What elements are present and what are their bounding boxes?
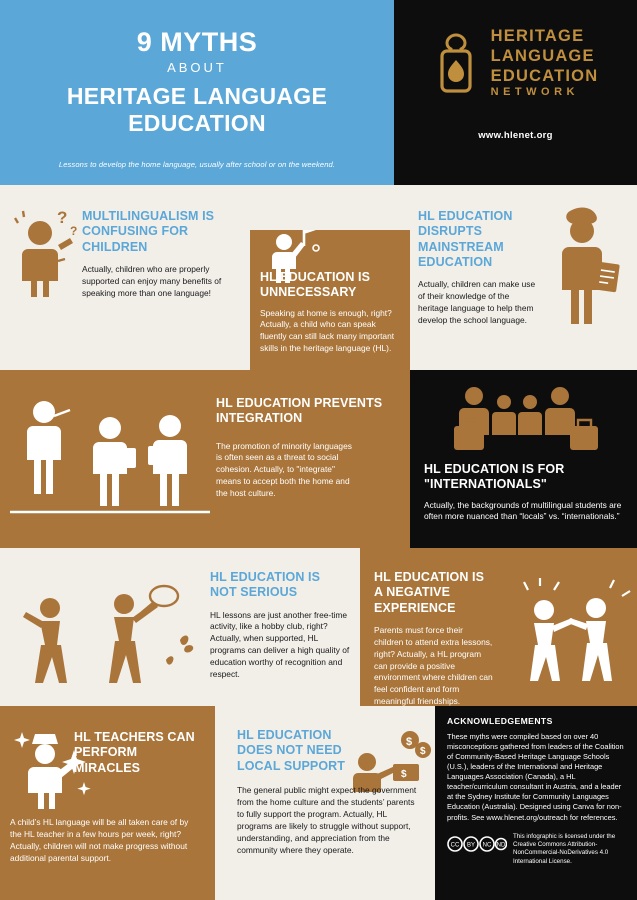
- myth-heading: [216, 396, 394, 427]
- myth-body: Actually, the backgrounds of multilingual students are often more nuanced than “locals” vs. “internationals.”: [424, 499, 622, 522]
- svg-text:$: $: [420, 746, 426, 757]
- myth-body: The promotion of minority languages is often seen as a threat to social cohesion. Actually, to "integrate" means to accept both the home and the host culture.: [216, 440, 352, 499]
- myth-heading-part1: MULTILINGUALISM IS: [82, 209, 215, 223]
- svg-text:?: ?: [70, 224, 78, 238]
- myth-card-multilingualism-confusing: [0, 185, 250, 370]
- header: [0, 0, 637, 185]
- myth-heading: [82, 209, 240, 255]
- myth-heading-part2: FOR CHILDREN: [82, 224, 189, 254]
- myth-heading-emphasis: CONFUSING: [82, 224, 158, 239]
- myth-heading-part1: HL EDUCATION IS: [260, 270, 371, 284]
- brand-logo: [433, 26, 599, 100]
- myth-card-hl-no-local-support: [215, 706, 435, 900]
- myth-heading: [210, 570, 350, 601]
- myth-heading-emphasis: MIRACLES: [74, 760, 141, 775]
- myth-heading-part1: HL EDUCATION IS FOR: [424, 462, 565, 476]
- acknowledgements-body: These myths were compiled based on over 40 misconceptions gathered from leaders of the Coalition of Community-Based Heritage Language Schools (U.S.), leaders of the International and Heritage Languages Association (Canada), a HL teacher/curriculum consultant in Austria, and a leader at the Sydney Institute for Community Languages Education (Australia). Designed using Canva for non-profits. See www.hlenet.org/outreach for references.: [447, 732, 624, 822]
- svg-text:ND: ND: [496, 842, 506, 849]
- myth-heading-emphasis: "INTERNATIONALS": [424, 477, 547, 492]
- acknowledgements-title: ACKNOWLEDGEMENTS: [447, 716, 553, 726]
- lantern-icon: [433, 32, 479, 94]
- myth-heading: [237, 728, 357, 774]
- svg-text:NC: NC: [482, 842, 492, 849]
- myth-body: HL lessons are just another free-time activity, like a hobby club, right? Actually, when supported, HL programs can deliver a high quality of education worthy of recognition and respect.: [210, 609, 350, 680]
- student-with-book-icon: [542, 197, 628, 337]
- myth-heading-part1: HL TEACHERS CAN PERFORM: [74, 730, 195, 760]
- myth-heading: [74, 730, 204, 776]
- myth-heading-part1: HL EDUCATION IS: [210, 570, 321, 584]
- myth-heading-part1: HL EDUCATION DOES NOT NEED: [237, 728, 342, 758]
- svg-text:CC: CC: [450, 842, 460, 849]
- myth-heading-emphasis: DISRUPTS MAINSTREAM: [418, 224, 504, 254]
- myth-body: Actually, children who are properly supported can enjoy many benefits of speaking more than one language!: [82, 263, 222, 298]
- brand-line-4: NETWORK: [490, 86, 579, 99]
- svg-text:$: $: [406, 736, 413, 748]
- myth-card-hl-prevents-integration: [0, 370, 410, 548]
- myth-body: The general public might expect the government from the home culture and the students’ parents to fully support the program. Actually, HL programs are likely to struggle without support, understanding, and appreciation from the community where they operate.: [237, 785, 417, 855]
- acknowledgements-panel: [435, 706, 637, 900]
- svg-text:?: ?: [57, 208, 68, 227]
- myth-heading-part1: HL EDUCATION: [418, 209, 513, 223]
- myth-heading: [260, 270, 402, 301]
- myth-heading-emphasis: UNNECESSARY: [260, 285, 357, 300]
- family-with-luggage-icon: [452, 380, 602, 458]
- header-myths-count: 9 MYTHS: [136, 27, 258, 57]
- brand-logo-text: [491, 26, 599, 100]
- confused-child-icon: [14, 205, 76, 300]
- myth-heading-emphasis: NEGATIVE EXPERIENCE: [374, 585, 456, 615]
- header-subtitle: Lessons to develop the home language, usually after school or on the weekend.: [58, 159, 336, 169]
- myth-body: Speaking at home is enough, right? Actually, a child who can speak fluently can still lack many important skills in the heritage language (HL).: [260, 307, 395, 354]
- myth-card-hl-not-serious: [0, 548, 360, 706]
- myth-card-hl-teachers-miracles: [0, 706, 215, 900]
- myth-heading-part1: HL EDUCATION IS A: [374, 570, 485, 600]
- header-about-label: ABOUT: [167, 60, 227, 76]
- myth-heading-emphasis: NOT SERIOUS: [210, 585, 298, 600]
- cc-by-nc-nd-icon: [447, 833, 507, 855]
- myth-body: Actually, children can make use of their knowledge of the heritage language to help them develop the school language.: [418, 279, 536, 325]
- myth-card-hl-negative-experience: [360, 548, 637, 706]
- svg-text:BY: BY: [466, 842, 476, 849]
- myth-heading: [418, 209, 538, 270]
- myth-heading: [424, 462, 624, 493]
- myth-heading-part2: EDUCATION: [418, 254, 493, 269]
- brand-line-1: HERITAGE: [490, 27, 585, 45]
- myth-heading-emphasis: INTEGRATION: [216, 411, 303, 426]
- brand-line-2: LANGUAGE: [490, 47, 595, 66]
- myth-card-hl-unnecessary: [250, 230, 410, 370]
- brand-line-3: EDUCATION: [490, 67, 599, 86]
- header-logo-panel: [394, 0, 637, 185]
- myth-heading: [374, 570, 494, 616]
- myth-body: A child’s HL language will be all taken care of by the HL teacher in a few hours per week, right? Actually, children will not make progress without additional parental support.: [10, 817, 189, 863]
- children-walking-icon: [10, 386, 210, 536]
- header-title-panel: [0, 0, 394, 185]
- brand-website-url[interactable]: www.hlenet.org: [478, 129, 553, 141]
- page-title: HERITAGE LANGUAGE EDUCATION: [66, 83, 328, 137]
- myth-heading-emphasis: LOCAL SUPPORT: [237, 758, 346, 773]
- kids-butterfly-net-icon: [14, 582, 204, 692]
- myth-body: Parents must force their children to attend extra lessons, right? Actually, a HL program can provide a positive environment where children can feel confident and form meaningful friendships.: [374, 624, 493, 706]
- myth-heading-part1: HL EDUCATION PREVENTS: [216, 396, 383, 410]
- license-text: This infographic is licensed under the Creative Commons Attribution-NonCommercial-NoDerivatives 4.0 International License.: [513, 832, 616, 865]
- license-row: [447, 833, 625, 866]
- children-playing-icon: [500, 576, 635, 686]
- myth-card-hl-for-internationals: [410, 370, 637, 548]
- svg-text:$: $: [401, 769, 407, 780]
- myth-card-hl-disrupts-mainstream: [410, 185, 637, 370]
